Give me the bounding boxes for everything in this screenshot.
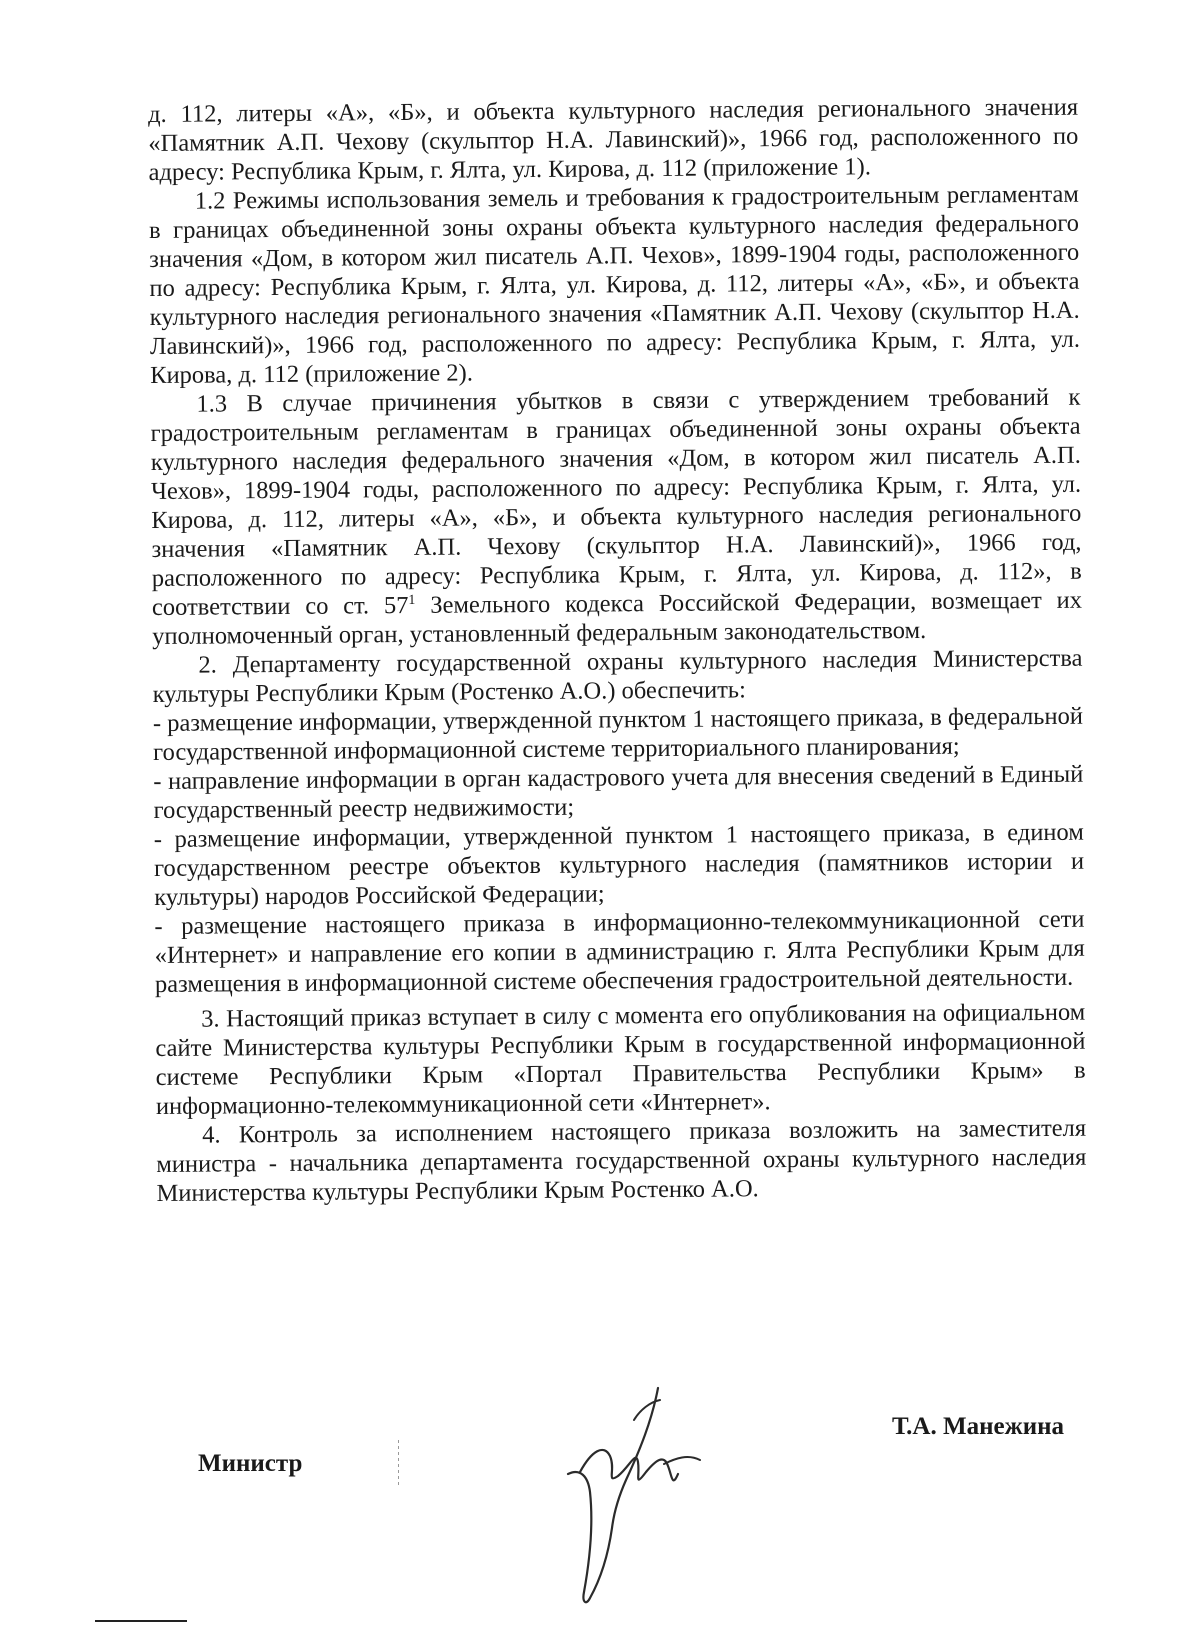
scan-fold-mark <box>398 1440 399 1486</box>
list-item: - размещение информации, утвержденной пунктом 1 настоящего приказа, в едином государственном реестре объектов культурного наследия (памятников истории и культуры) народов Российской Федерации; <box>153 818 1085 911</box>
paragraph-4: 4. Контроль за исполнением настоящего приказа возложить на заместителя министра - начальника департамента государственной охраны культурного наследия Министерства культуры Республики Крым Ростенко А.О. <box>156 1114 1087 1207</box>
paragraph-2: 2. Департаменту государственной охраны культурного наследия Министерства культуры Республики Крым (Ростенко А.О.) обеспечить: <box>152 644 1083 708</box>
paragraph-continuation: д. 112, литеры «А», «Б», и объекта культурного наследия регионального значения «Памятник А.П. Чехову (скульптор Н.А. Лавинский)», 1966 год, расположенного по адресу: Республика Крым, г. Ялта, ул. Кирова, д. 112 (приложение 1). <box>148 93 1079 186</box>
document-body <box>148 93 1087 1208</box>
signatory-name: Т.А. Манежина <box>892 1413 1065 1440</box>
list-item: - размещение информации, утвержденной пунктом 1 настоящего приказа, в федеральной государственной информационной системе территориального планирования; <box>152 702 1083 766</box>
paragraph-1-3-part-b: Земельного кодекса Российской Федерации, возмещает их уполномоченный орган, установленный федеральным законодательством. <box>152 586 1083 650</box>
handwritten-signature <box>560 1380 720 1610</box>
list-item: - размещение настоящего приказа в информационно-телекоммуникационной сети «Интернет» и направление его копии в администрацию г. Ялта Республики Крым для размещения в информационной системе обеспечения градостроительной деятельности. <box>154 905 1085 998</box>
article-superscript: 1 <box>408 592 416 608</box>
paragraph-3: 3. Настоящий приказ вступает в силу с момента его опубликования на официальном сайте Министерства культуры Республики Крым в государственной информационной системе Республики Крым «Портал Правительства Республики Крым» в информационно-телекоммуникационной сети «Интернет». <box>155 998 1086 1120</box>
paragraph-1-2: 1.2 Режимы использования земель и требования к градостроительным регламентам в границах объединенной зоны охраны объекта культурного наследия федерального значения «Дом, в котором жил писатель А.П. Чехов», 1899-1904 годы, расположенного по адресу: Республика Крым, г. Ялта, ул. Кирова, д. 112, литеры «А», «Б», и объекта культурного наследия регионального значения «Памятник А.П. Чехову (скульптор Н.А. Лавинский)», 1966 год, расположенного по адресу: Республика Крым, г. Ялта, ул. Кирова, д. 112 (приложение 2). <box>148 180 1081 389</box>
list-item: - направление информации в орган кадастрового учета для внесения сведений в Единый государственный реестр недвижимости; <box>153 760 1084 824</box>
signatory-title: Министр <box>198 1450 303 1477</box>
paragraph-1-3-part-a: 1.3 В случае причинения убытков в связи с утверждением требований к градостроительным регламентам в границах объединенной зоны охраны объекта культурного наследия федерального значения «Дом, в котором жил писатель А.П. Чехов», 1899-1904 годы, расположенного по адресу: Республика Крым, г. Ялта, ул. Кирова, д. 112, литеры «А», «Б», и объекта культурного наследия регионального значения «Памятник А.П. Чехову (скульптор Н.А. Лавинский)», 1966 год, расположенного по адресу: Республика Крым, г. Ялта, ул. Кирова, д. 112», в соответствии со ст. 57 <box>150 383 1082 621</box>
paragraph-1-3 <box>150 383 1082 651</box>
footer-rule <box>95 1620 187 1622</box>
